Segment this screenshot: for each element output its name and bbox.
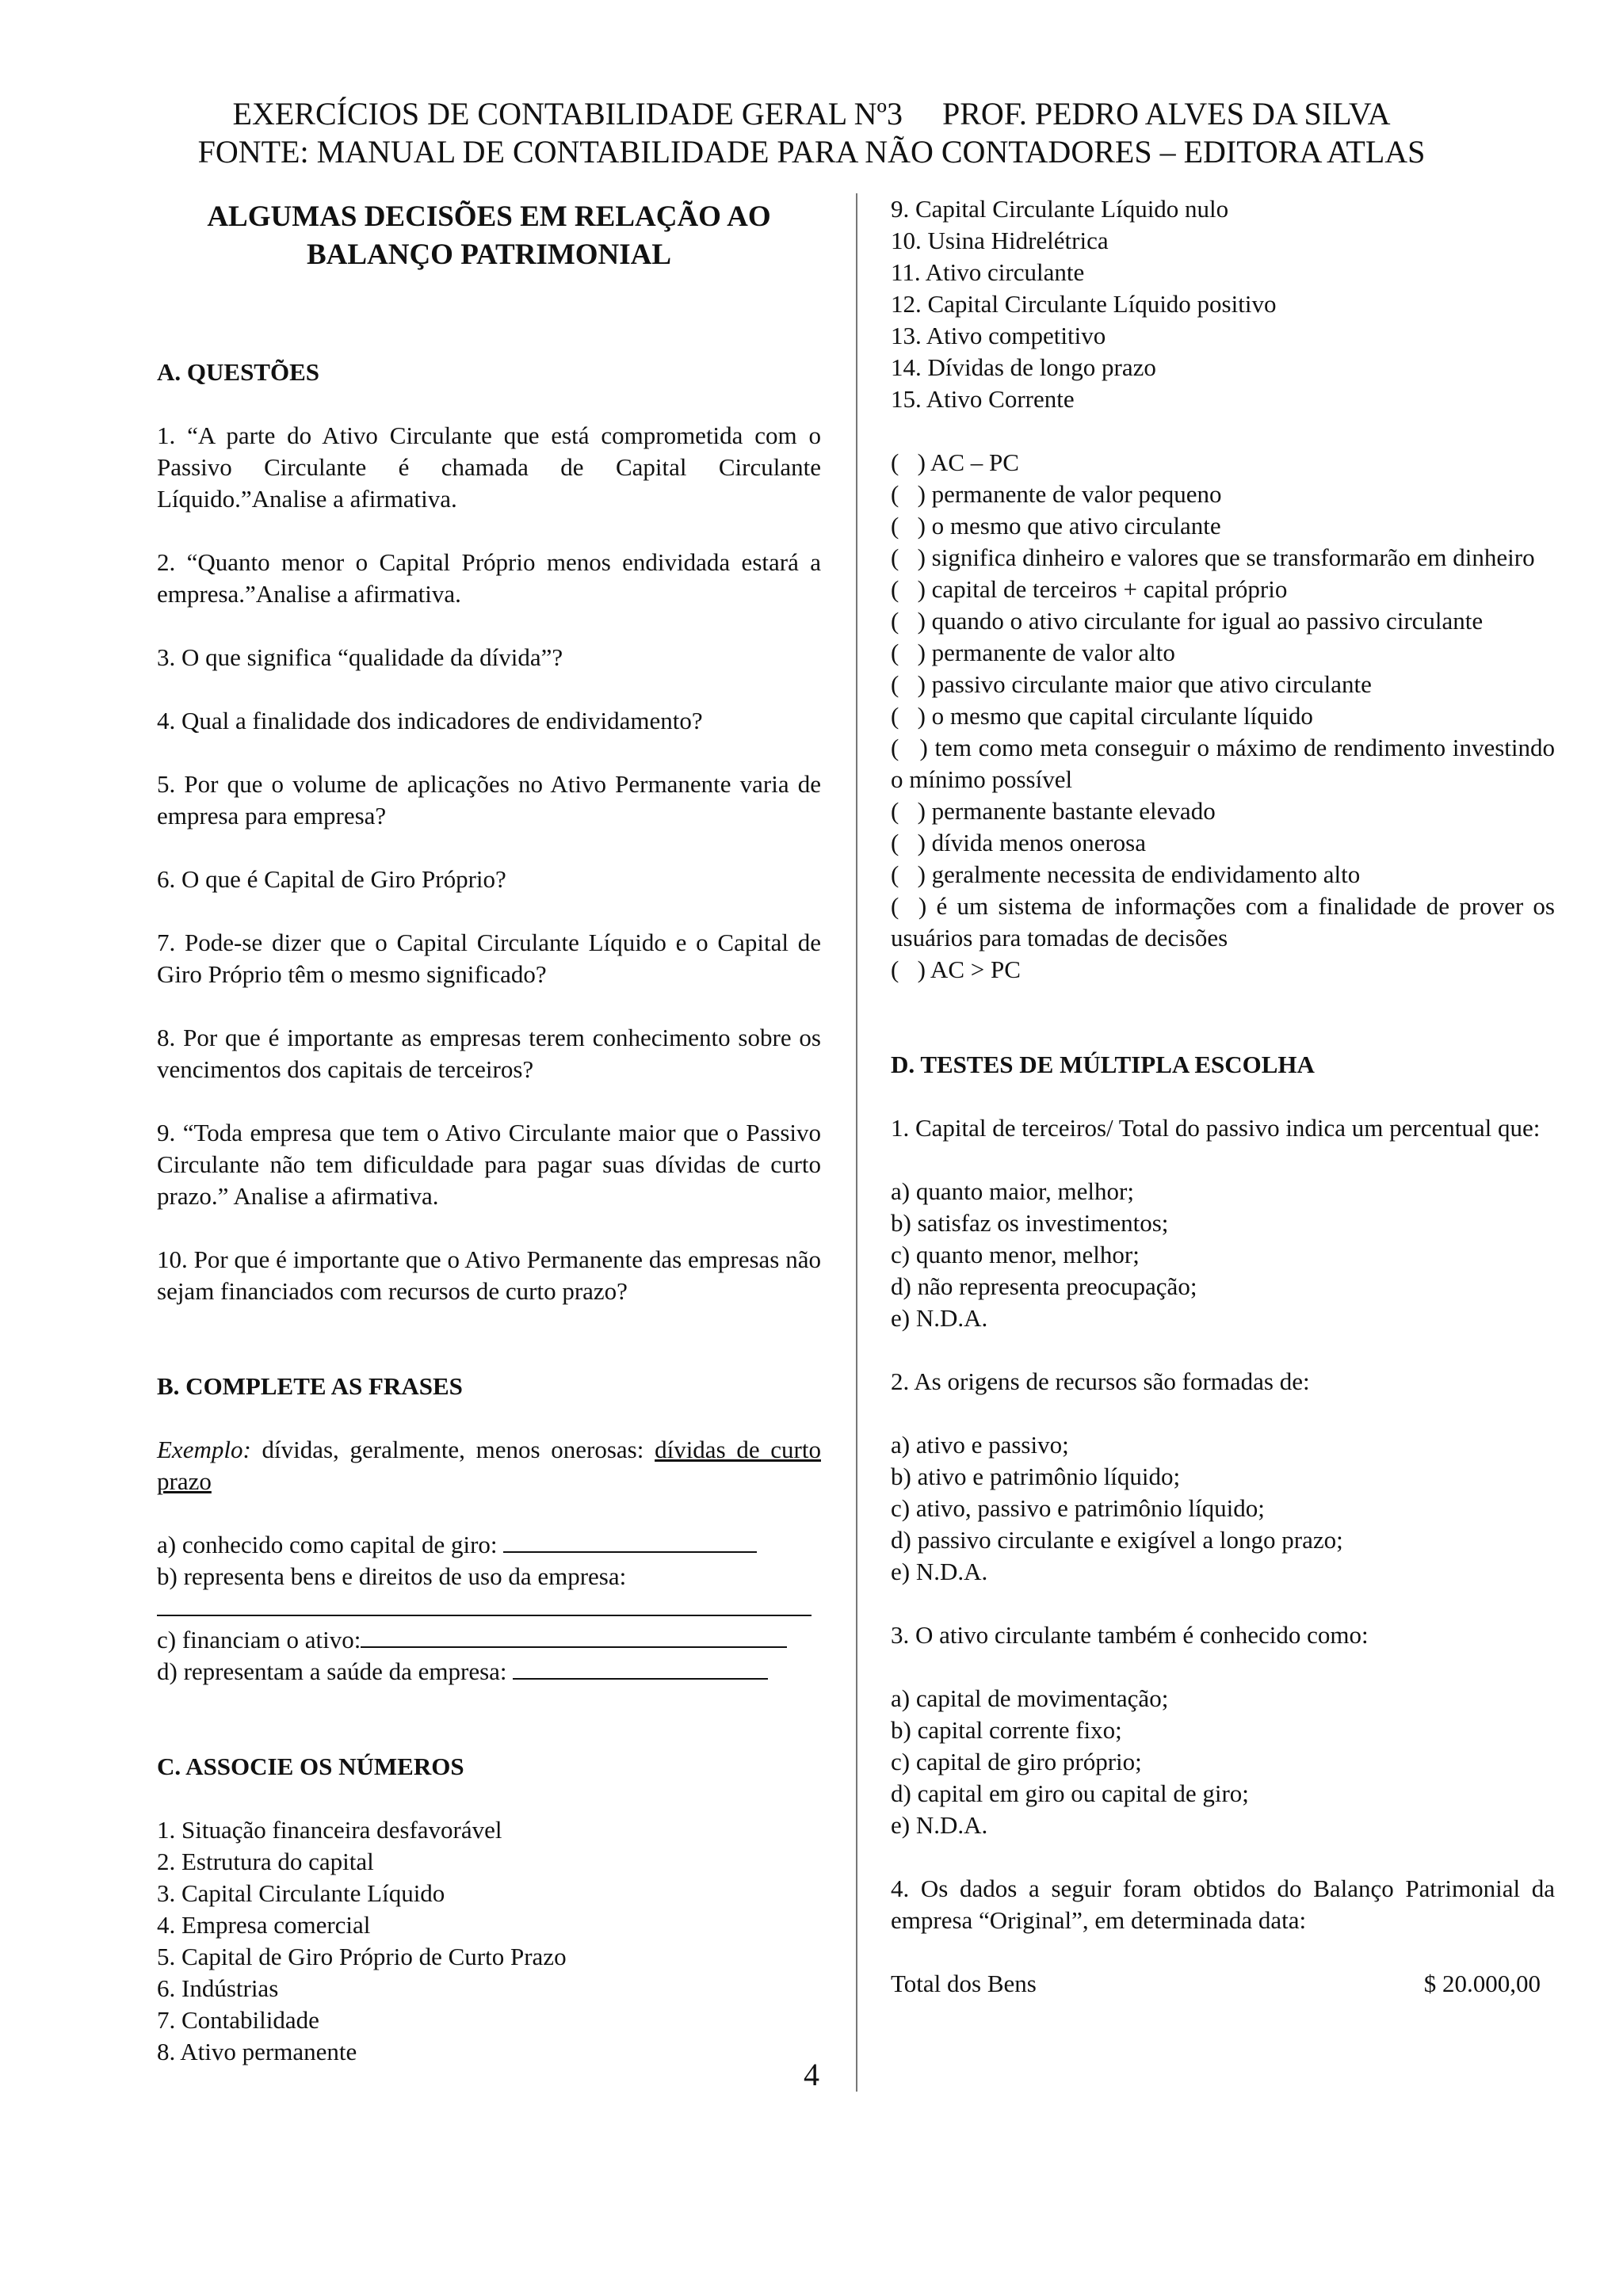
assoc-blank-10: ( ) tem como meta conseguir o máximo de rendimento investindo o mínimo possível: [891, 734, 1561, 793]
mc-q1-option-b: b) satisfaz os investimentos;: [891, 1209, 1169, 1237]
mc-q1-option-d: d) não representa preocupação;: [891, 1272, 1197, 1300]
section-a-heading: A. QUESTÕES: [157, 358, 320, 386]
mc-q2-option-a: a) ativo e passivo;: [891, 1431, 1069, 1459]
complete-item-c: [157, 1624, 821, 1656]
assoc-item-15: 15. Ativo Corrente: [891, 385, 1075, 413]
assoc-blank-15: ( ) AC > PC: [891, 955, 1021, 983]
example-answer: dívidas de curto prazo: [157, 1436, 821, 1495]
left-column: [157, 190, 821, 2068]
section-c-heading: C. ASSOCIE OS NÚMEROS: [157, 1753, 464, 1780]
complete-item-a: [157, 1529, 821, 1561]
assoc-blank-7: ( ) permanente de valor alto: [891, 639, 1175, 666]
assoc-item-11: 11. Ativo circulante: [891, 258, 1085, 286]
assoc-item-2: 2. Estrutura do capital: [157, 1848, 374, 1875]
assoc-item-14: 14. Dívidas de longo prazo: [891, 353, 1156, 381]
assoc-item-9: 9. Capital Circulante Líquido nulo: [891, 195, 1229, 223]
page-number: 4: [804, 2057, 819, 2092]
assoc-blank-5: ( ) capital de terceiros + capital próprio: [891, 575, 1288, 603]
assoc-blank-6: ( ) quando o ativo circulante for igual ao passivo circulante: [891, 607, 1484, 635]
example-line: [157, 1434, 821, 1497]
complete-item-a-text: a) conhecido como capital de giro:: [157, 1531, 504, 1558]
assoc-blank-8: ( ) passivo circulante maior que ativo circulante: [891, 670, 1372, 698]
assoc-blank-9: ( ) o mesmo que capital circulante líquido: [891, 702, 1313, 730]
question-2: 2. “Quanto menor o Capital Próprio menos endividada estará a empresa.”Analise a afirmativa.: [157, 548, 821, 608]
question-10: 10. Por que é importante que o Ativo Permanente das empresas não sejam financiados com recursos de curto prazo?: [157, 1245, 821, 1305]
mc-question-3: 3. O ativo circulante também é conhecido como:: [891, 1621, 1369, 1649]
question-8: 8. Por que é importante as empresas terem conhecimento sobre os vencimentos dos capitais de terceiros?: [157, 1024, 821, 1083]
assoc-item-4: 4. Empresa comercial: [157, 1911, 371, 1939]
column-divider: [856, 193, 857, 2092]
header-line-2: FONTE: MANUAL DE CONTABILIDADE PARA NÃO CONTADORES – EDITORA ATLAS: [197, 134, 1426, 170]
mc-q1-option-e: e) N.D.A.: [891, 1304, 988, 1332]
assoc-item-12: 12. Capital Circulante Líquido positivo: [891, 290, 1277, 318]
assoc-item-7: 7. Contabilidade: [157, 2006, 319, 2034]
complete-item-d-text: d) representam a saúde da empresa:: [157, 1657, 514, 1685]
mc-q3-option-d: d) capital em giro ou capital de giro;: [891, 1779, 1249, 1807]
balance-row: [891, 1968, 1555, 2000]
complete-item-c-text: c) financiam o ativo:: [157, 1626, 361, 1653]
page-header: [0, 95, 1623, 171]
mc-question-2: 2. As origens de recursos são formadas de:: [891, 1367, 1310, 1395]
assoc-item-10: 10. Usina Hidrelétrica: [891, 227, 1109, 254]
mc-q3-option-c: c) capital de giro próprio;: [891, 1748, 1142, 1775]
mc-q3-option-b: b) capital corrente fixo;: [891, 1716, 1122, 1744]
assoc-blank-1: ( ) AC – PC: [891, 448, 1019, 476]
assoc-item-3: 3. Capital Circulante Líquido: [157, 1879, 445, 1907]
mc-q2-option-d: d) passivo circulante e exigível a longo prazo;: [891, 1526, 1343, 1554]
mc-question-1: 1. Capital de terceiros/ Total do passivo indica um percentual que:: [891, 1114, 1541, 1142]
assoc-blank-2: ( ) permanente de valor pequeno: [891, 480, 1222, 508]
blank-line-d[interactable]: [513, 1656, 768, 1680]
mc-q2-option-c: c) ativo, passivo e patrimônio líquido;: [891, 1494, 1265, 1522]
header-line-1: EXERCÍCIOS DE CONTABILIDADE GERAL Nº3 PROF. PEDRO ALVES DA SILVA: [232, 96, 1391, 132]
right-column: [891, 193, 1561, 2000]
question-9: 9. “Toda empresa que tem o Ativo Circulante maior que o Passivo Circulante não tem dificuldade para pagar suas dívidas de curto prazo.” Analise a afirmativa.: [157, 1119, 821, 1210]
complete-item-b: b) representa bens e direitos de uso da empresa:: [157, 1562, 627, 1590]
document-title: [157, 198, 821, 274]
complete-item-d: [157, 1656, 821, 1688]
blank-line-c[interactable]: [361, 1624, 787, 1648]
question-3: 3. O que significa “qualidade da dívida”?: [157, 643, 563, 671]
mc-q1-option-a: a) quanto maior, melhor;: [891, 1177, 1134, 1205]
question-4: 4. Qual a finalidade dos indicadores de endividamento?: [157, 707, 703, 734]
question-6: 6. O que é Capital de Giro Próprio?: [157, 865, 506, 893]
balance-row-label: Total dos Bens: [891, 1970, 1037, 1997]
question-7: 7. Pode-se dizer que o Capital Circulante Líquido e o Capital de Giro Próprio têm o mesmo significado?: [157, 929, 821, 988]
assoc-item-5: 5. Capital de Giro Próprio de Curto Prazo: [157, 1943, 567, 1970]
assoc-blank-14: ( ) é um sistema de informações com a finalidade de prover os usuários para tomadas de decisões: [891, 892, 1561, 952]
section-b-heading: B. COMPLETE AS FRASES: [157, 1372, 463, 1400]
assoc-blank-12: ( ) dívida menos onerosa: [891, 829, 1146, 856]
example-label: Exemplo:: [157, 1436, 251, 1463]
question-5: 5. Por que o volume de aplicações no Ativo Permanente varia de empresa para empresa?: [157, 770, 821, 830]
assoc-item-1: 1. Situação financeira desfavorável: [157, 1816, 502, 1844]
assoc-item-6: 6. Indústrias: [157, 1974, 279, 2002]
complete-item-b-blank: [157, 1592, 821, 1624]
title-line-1: ALGUMAS DECISÕES EM RELAÇÃO AO: [207, 200, 771, 233]
question-1: 1. “A parte do Ativo Circulante que está comprometida com o Passivo Circulante é chamada de Capital Circulante Líquido.”Analise a afirmativa.: [157, 421, 821, 513]
section-d-heading: D. TESTES DE MÚLTIPLA ESCOLHA: [891, 1051, 1315, 1078]
assoc-blank-4: ( ) significa dinheiro e valores que se transformarão em dinheiro: [891, 543, 1535, 571]
assoc-blank-3: ( ) o mesmo que ativo circulante: [891, 512, 1221, 540]
mc-q3-option-e: e) N.D.A.: [891, 1811, 988, 1839]
assoc-blank-11: ( ) permanente bastante elevado: [891, 797, 1216, 825]
mc-q2-option-e: e) N.D.A.: [891, 1558, 988, 1585]
assoc-blank-13: ( ) geralmente necessita de endividamento alto: [891, 860, 1361, 888]
balance-row-value: $ 20.000,00: [1423, 1970, 1541, 1997]
example-text: dívidas, geralmente, menos onerosas:: [250, 1436, 655, 1463]
blank-line-b[interactable]: [157, 1592, 812, 1616]
assoc-item-13: 13. Ativo competitivo: [891, 322, 1106, 349]
mc-q1-option-c: c) quanto menor, melhor;: [891, 1241, 1140, 1268]
mc-q3-option-a: a) capital de movimentação;: [891, 1684, 1169, 1712]
mc-question-4: 4. Os dados a seguir foram obtidos do Balanço Patrimonial da empresa “Original”, em determinada data:: [891, 1875, 1555, 1934]
assoc-item-8: 8. Ativo permanente: [157, 2038, 357, 2065]
blank-line-a[interactable]: [503, 1529, 757, 1553]
mc-q2-option-b: b) ativo e patrimônio líquido;: [891, 1463, 1181, 1490]
title-line-2: BALANÇO PATRIMONIAL: [306, 238, 672, 271]
